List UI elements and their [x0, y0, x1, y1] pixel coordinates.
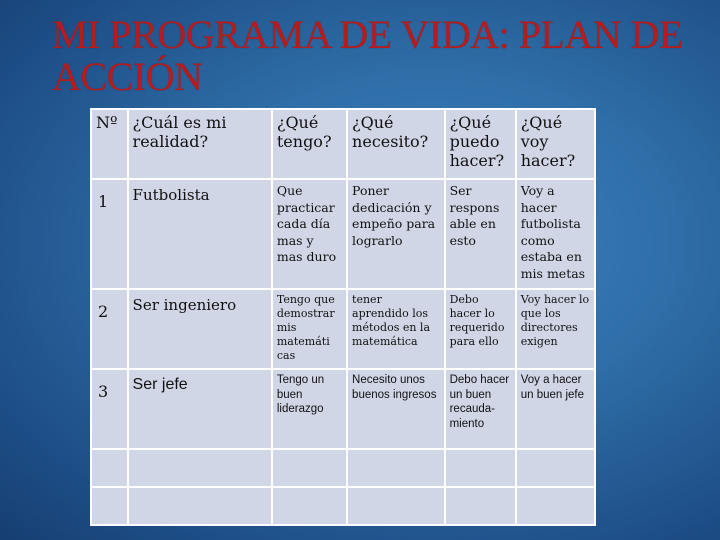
- row-have: Que practicar cada día mas y mas duro: [273, 180, 346, 288]
- action-plan-table: [90, 108, 596, 526]
- row-reality: Futbolista: [129, 180, 271, 288]
- slide-title: MI PROGRAMA DE VIDA: PLAN DE ACCIÓN: [52, 12, 683, 99]
- row-will: Voy hacer lo que los directores exigen: [517, 290, 594, 368]
- empty-cell: [517, 450, 594, 486]
- header-need: ¿Qué necesito?: [348, 110, 444, 178]
- empty-cell: [446, 488, 515, 524]
- row-number: 1: [92, 180, 127, 288]
- row-have: Tengo que demostrar mis matemáti cas: [273, 290, 346, 368]
- row-can: Debo hacer un buen recauda- miento: [446, 370, 515, 448]
- row-reality: Ser jefe: [129, 370, 271, 448]
- table-header-row: [92, 110, 594, 178]
- table-row: [92, 370, 594, 448]
- row-need: tener aprendido los métodos en la matemática: [348, 290, 444, 368]
- header-can: ¿Qué puedo hacer?: [446, 110, 515, 178]
- empty-cell: [446, 450, 515, 486]
- row-have: Tengo un buen liderazgo: [273, 370, 346, 448]
- row-number: 2: [92, 290, 127, 368]
- row-will: Voy a hacer un buen jefe: [517, 370, 594, 448]
- empty-cell: [273, 488, 346, 524]
- empty-cell: [273, 450, 346, 486]
- header-will: ¿Qué voy hacer?: [517, 110, 594, 178]
- row-need: Necesito unos buenos ingresos: [348, 370, 444, 448]
- table-row: [92, 290, 594, 368]
- header-number: Nº: [92, 110, 127, 178]
- empty-cell: [129, 450, 271, 486]
- header-reality: ¿Cuál es mi realidad?: [129, 110, 271, 178]
- table-row: [92, 180, 594, 288]
- header-have: ¿Qué tengo?: [273, 110, 346, 178]
- empty-cell: [92, 488, 127, 524]
- row-can: Ser respons able en esto: [446, 180, 515, 288]
- empty-row: [92, 450, 594, 486]
- row-number: 3: [92, 370, 127, 448]
- empty-cell: [348, 450, 444, 486]
- empty-cell: [92, 450, 127, 486]
- row-can: Debo hacer lo requerido para ello: [446, 290, 515, 368]
- action-plan-table-wrapper: [90, 108, 596, 516]
- empty-row: [92, 488, 594, 524]
- row-need: Poner dedicación y empeño para lograrlo: [348, 180, 444, 288]
- empty-cell: [129, 488, 271, 524]
- row-will: Voy a hacer futbolista como estaba en mis metas: [517, 180, 594, 288]
- empty-cell: [348, 488, 444, 524]
- empty-cell: [517, 488, 594, 524]
- row-reality: Ser ingeniero: [129, 290, 271, 368]
